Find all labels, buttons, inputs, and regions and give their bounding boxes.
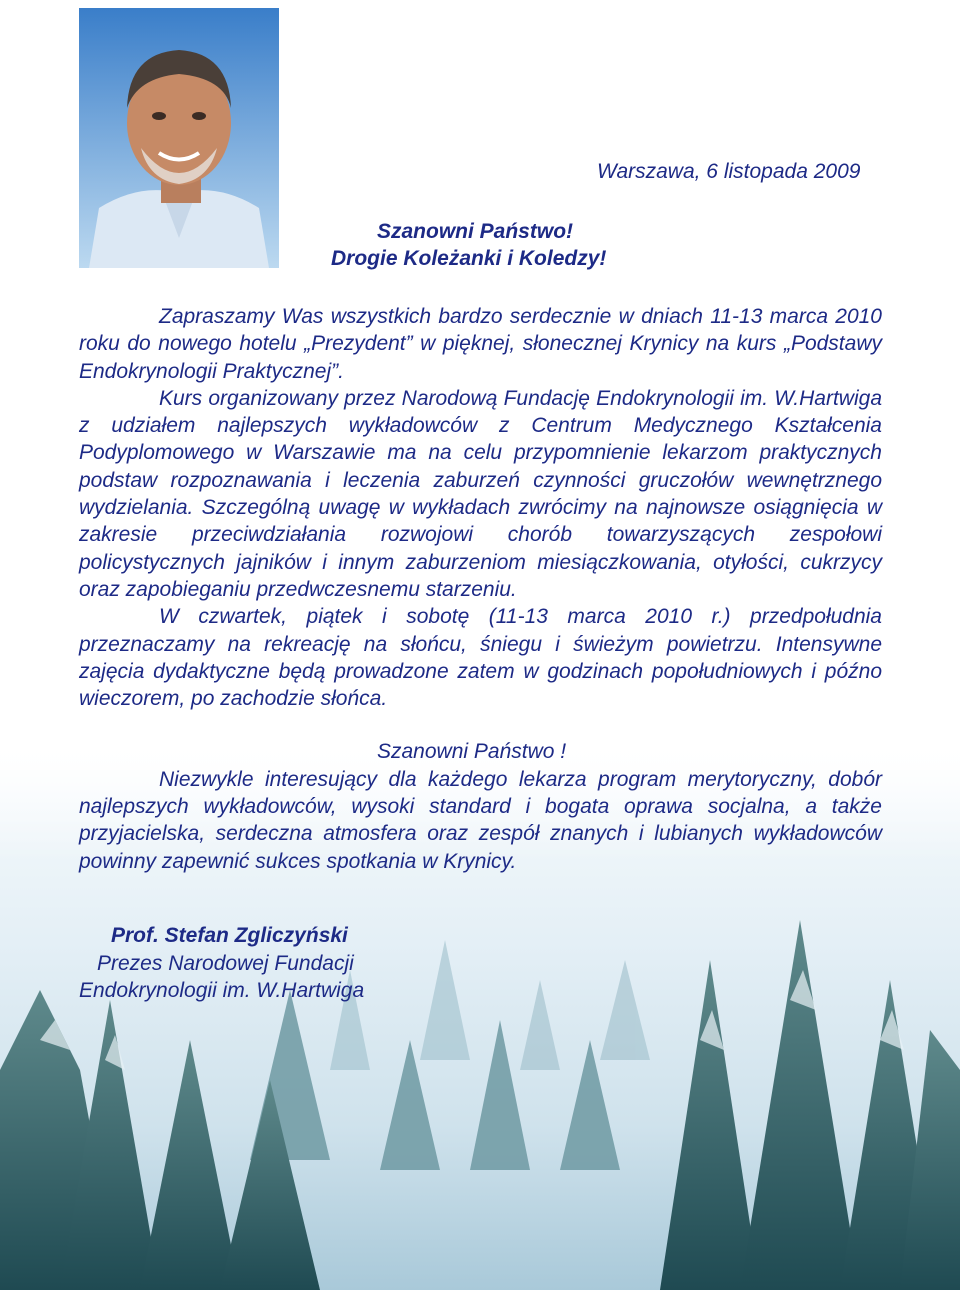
signature-name: Prof. Stefan Zgliczyński (111, 924, 348, 947)
greeting-line-1: Szanowni Państwo! (377, 220, 574, 243)
letter-date: Warszawa, 6 listopada 2009 (597, 160, 861, 183)
letter-body (79, 303, 882, 875)
author-portrait-photo (79, 8, 279, 268)
paragraph-closing: Niezwykle interesujący dla każdego lekarza program merytoryczny, dobór najlepszych wykładowców, wysoki standard i bogata oprawa socjalna, a także przyjacielska, serdeczna atmosfera oraz zespół znanych i lubianych wykładowców powinny zapewnić sukces spotkania w Krynicy. (79, 767, 882, 873)
signature-block (79, 922, 364, 1005)
paragraph-course-description: Kurs organizowany przez Narodową Fundację Endokrynologii im. W.Hartwiga z udziałem najlepszych wykładowców z Centrum Medycznego Kształcenia Podyplomowego w Warszawie ma na celu przypomnienie lekarzom praktycznych podstaw rozpoznawania i leczenia zaburzeń czynności gruczołów wewnętrznego wydzielania. Szczególną uwagę w wykładach zwrócimy na najnowsze osiągnięcia w zakresie przeciwdziałania rozwojowi chorób towarzyszących zespołowi policystycznych jajników i innym zaburzeniom miesiączkowania, otyłości, cukrzycy oraz zapobieganiu przedwczesnemu starzeniu. (79, 386, 882, 601)
paragraph-invitation: Zapraszamy Was wszystkich bardzo serdecznie w dniach 11-13 marca 2010 roku do nowego hotelu „Prezydent” w pięknej, słonecznej Krynicy na kurs „Podstawy Endokrynologii Praktycznej”. (79, 305, 882, 383)
signature-title-line-2: Endokrynologii im. W.Hartwiga (79, 979, 365, 1002)
greeting-line-2: Drogie Koleżanki i Koledzy! (331, 247, 607, 270)
signature-title-line-1: Prezes Narodowej Fundacji (97, 951, 354, 975)
salutation-second: Szanowni Państwo ! (377, 740, 567, 764)
paragraph-schedule: W czwartek, piątek i sobotę (11-13 marca 2010 r.) przedpołudnia przeznaczamy na rekreację na słońcu, śniegu i świeżym powietrzu. Intensywne zajęcia dydaktyczne będą prowadzone zatem w godzinach popołudniowych i późno wieczorem, po zachodzie słońca. (79, 605, 882, 711)
